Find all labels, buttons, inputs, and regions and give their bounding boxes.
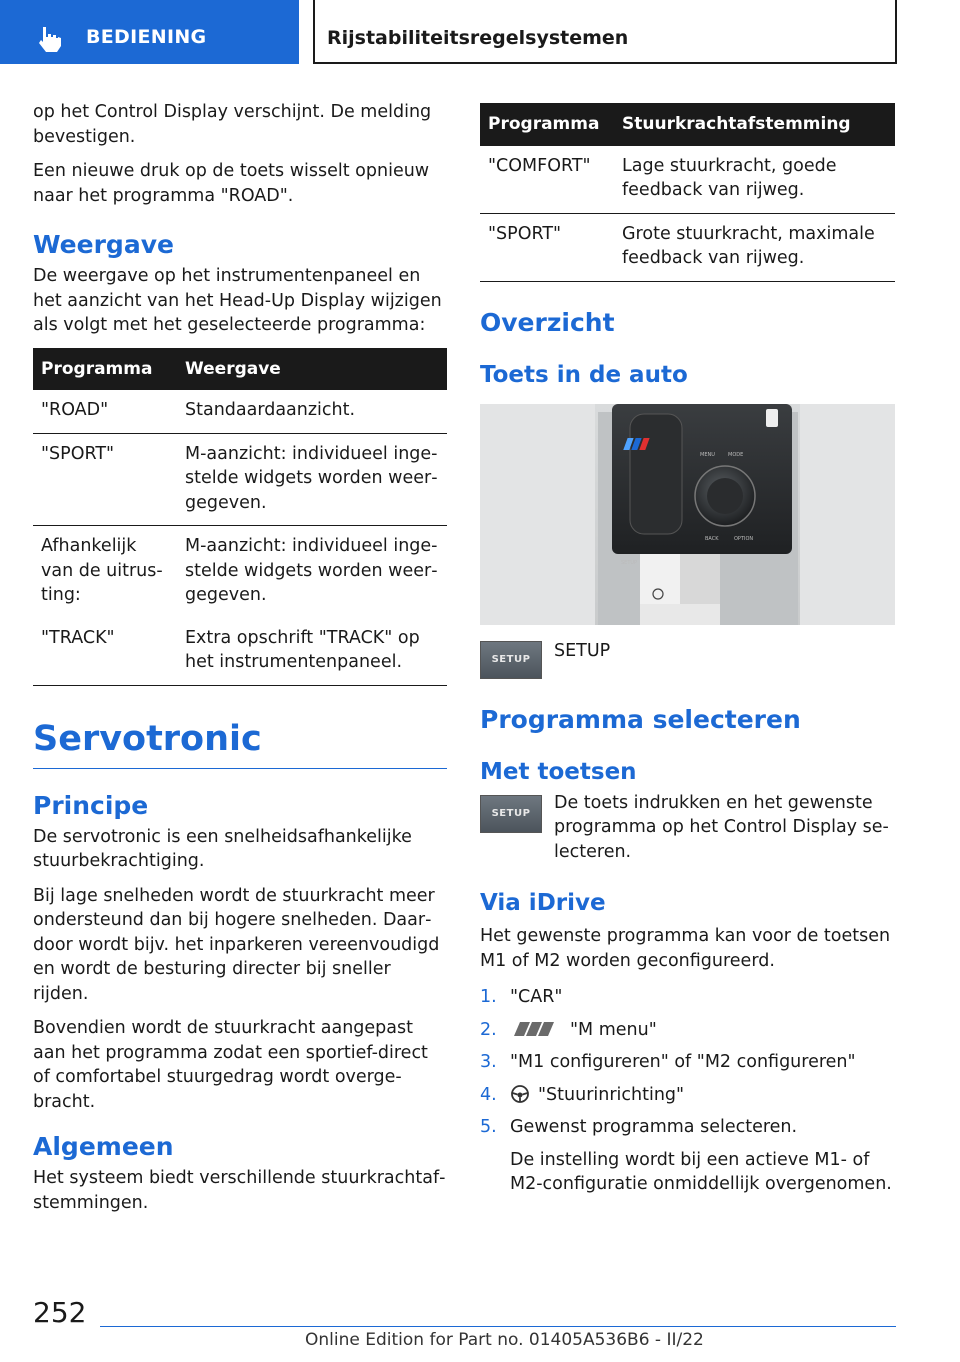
algemeen-paragraph: Het systeem biedt verschillende stuurkrachtafstemmingen. <box>33 1168 446 1213</box>
table-cell: M-aanzicht: individueel ingestelde widgets worden weergegeven. <box>177 433 447 526</box>
toets-heading: Toets in de auto <box>480 361 688 388</box>
principe-heading: Principe <box>33 790 149 820</box>
toetsen-instruction <box>480 791 895 865</box>
table-header: Programma <box>33 348 177 391</box>
photo-label-option: OPTION <box>734 535 754 542</box>
table-row <box>33 618 447 686</box>
header-section-label: BEDIENING <box>86 26 207 48</box>
table-cell: Lage stuurkracht, goede feedback van rijweg. <box>614 146 895 214</box>
steering-wheel-icon <box>510 1084 530 1104</box>
header-chapter <box>313 0 897 64</box>
setup-caption: SETUP <box>554 640 611 661</box>
table-cell: "ROAD" <box>33 390 177 433</box>
step-text: Gewenst programma selecteren. <box>510 1117 798 1137</box>
header-chapter-label: Rijstabiliteitsregelsystemen <box>327 27 629 49</box>
center-console-photo <box>480 404 895 625</box>
programma-selecteren-heading: Programma selecteren <box>480 704 801 734</box>
table-row <box>33 526 447 618</box>
setup-legend <box>480 641 895 679</box>
photo-label-back: BACK <box>705 535 719 542</box>
m-stripes-icon <box>623 438 649 450</box>
intro-paragraph-2: Een nieuwe druk op de toets wisselt opnieuw naar het programma "ROAD". <box>33 161 430 206</box>
toetsen-paragraph: De toets indrukken en het gewenste programma op het Control Display selecteren. <box>554 792 889 862</box>
idrive-steps-list <box>480 985 895 1197</box>
principe-paragraph-1: De servotronic is een snelheidsafhankelijke stuurbekrachtiging. <box>33 826 412 871</box>
photo-label-mode: MODE <box>728 451 744 458</box>
table-cell: "COMFORT" <box>480 146 614 214</box>
table-cell: Standaardaanzicht. <box>177 390 447 433</box>
met-toetsen-heading: Met toetsen <box>480 758 637 785</box>
m-stripes-icon <box>510 1020 562 1038</box>
list-item <box>480 1115 895 1197</box>
servotronic-heading: Servotronic <box>33 718 447 769</box>
step-number: 1. <box>480 987 497 1007</box>
page-number: 252 <box>33 1296 87 1329</box>
step-text: "Stuurinrichting" <box>538 1084 685 1105</box>
table-cell: Afhankelijk van de uitrusting: <box>41 536 163 605</box>
setup-button-icon: SETUP <box>480 795 542 833</box>
principe-paragraph-2: Bij lage snelheden wordt de stuurkracht meer ondersteund dan bij hogere snelheden. Daardoor wordt bijv. het inparkeren vereenvoudigd en wordt de besturing directer bij sneller rijden. <box>33 885 440 1004</box>
table-cell: Extra opschrift "TRACK" op het instrumentenpaneel. <box>177 618 447 686</box>
footer-divider <box>100 1326 896 1327</box>
table-header: Programma <box>480 103 614 146</box>
intro-paragraph-1: op het Control Display verschijnt. De melding bevestigen. <box>33 102 432 147</box>
hand-pointer-icon <box>34 24 64 54</box>
step-number: 2. <box>480 1019 497 1040</box>
weergave-paragraph: De weergave op het instrumentenpaneel en het aanzicht van het Head-Up Display wijzigen als volgt met het geselecteerde programma: <box>33 266 442 335</box>
weergave-table <box>33 348 447 686</box>
photo-label-menu: MENU <box>700 451 715 458</box>
table-header: Weergave <box>177 348 447 391</box>
header-section-tab <box>0 0 299 64</box>
table-header: Stuurkrachtafstemming <box>614 103 895 146</box>
right-column <box>480 103 895 1205</box>
step-number: 3. <box>480 1052 497 1072</box>
idrive-paragraph: Het gewenste programma kan voor de toetsen M1 of M2 worden geconfigureerd. <box>480 926 891 971</box>
weergave-heading: Weergave <box>33 230 174 259</box>
step-number: 5. <box>480 1117 497 1137</box>
principe-paragraph-3: Bovendien wordt de stuurkracht aangepast aan het programma zodat een sportief-direct of comfortabel stuurgedrag wordt overgebracht. <box>33 1018 428 1112</box>
table-cell: Grote stuurkracht, maximale feedback van rijweg. <box>614 213 895 281</box>
table-cell: "SPORT" <box>33 433 177 526</box>
table-row <box>480 146 895 214</box>
table-cell: M-aanzicht: individueel ingestelde widgets worden weergegeven. <box>185 536 438 605</box>
footer-edition: Online Edition for Part no. 01405A536B6 - II/22 <box>305 1330 704 1350</box>
step-text: "CAR" <box>510 987 563 1007</box>
list-item <box>480 1083 895 1108</box>
step-text: "M1 configureren" of "M2 configureren" <box>510 1052 856 1072</box>
table-cell: "TRACK" <box>33 618 177 686</box>
stuurkracht-table <box>480 103 895 282</box>
step-text: "M menu" <box>570 1019 657 1040</box>
table-cell: "SPORT" <box>480 213 614 281</box>
algemeen-heading: Algemeen <box>33 1132 174 1161</box>
via-idrive-heading: Via iDrive <box>480 890 606 916</box>
table-row <box>480 213 895 281</box>
photo-label-setup: SETUP <box>621 559 638 566</box>
list-item <box>480 1018 895 1043</box>
list-item <box>480 1050 895 1075</box>
step-number: 4. <box>480 1084 497 1105</box>
setup-button-icon: SETUP <box>480 641 542 679</box>
left-column <box>33 100 447 1225</box>
table-row <box>33 390 447 433</box>
table-row <box>33 433 447 526</box>
step-note: De instelling wordt bij een actieve M1- of M2-configuratie onmiddellijk overgenomen. <box>510 1149 892 1194</box>
list-item <box>480 985 895 1010</box>
overzicht-heading: Overzicht <box>480 307 615 337</box>
